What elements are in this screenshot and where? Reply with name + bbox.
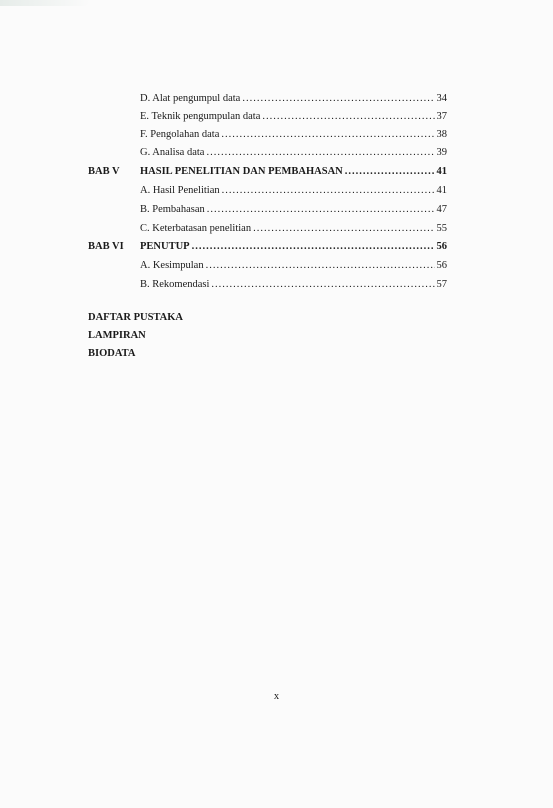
toc-chapter-penutup bbox=[140, 240, 447, 254]
toc-item-keterbatasan-penelitian bbox=[140, 222, 447, 236]
toc-leader-dots bbox=[345, 165, 435, 179]
toc-leader-dots bbox=[221, 128, 434, 142]
toc-item-kesimpulan bbox=[140, 259, 447, 273]
scan-corner-mark bbox=[0, 0, 90, 6]
chapter-number-bab-v: BAB V bbox=[88, 166, 120, 177]
toc-item-page: 34 bbox=[436, 93, 447, 104]
toc-item-label: B. Rekomendasi bbox=[140, 279, 210, 290]
toc-leader-dots bbox=[242, 92, 434, 106]
toc-item-teknik-pengumpulan-data bbox=[140, 110, 447, 124]
toc-chapter-title: PENUTUP bbox=[140, 241, 190, 252]
toc-item-page: 47 bbox=[436, 204, 447, 215]
toc-item-pembahasan bbox=[140, 203, 447, 217]
toc-leader-dots bbox=[192, 240, 435, 254]
toc-leader-dots bbox=[262, 110, 434, 124]
toc-item-page: 38 bbox=[436, 129, 447, 140]
toc-chapter-page: 56 bbox=[436, 241, 447, 252]
toc-chapter-page: 41 bbox=[436, 166, 447, 177]
toc-item-label: F. Pengolahan data bbox=[140, 129, 220, 140]
toc-item-page: 41 bbox=[436, 185, 447, 196]
toc-chapter-title: HASIL PENELITIAN DAN PEMBAHASAN bbox=[140, 166, 343, 177]
toc-biodata: BIODATA bbox=[88, 348, 136, 359]
toc-item-label: E. Teknik pengumpulan data bbox=[140, 111, 261, 122]
toc-daftar-pustaka: DAFTAR PUSTAKA bbox=[88, 312, 183, 323]
toc-item-rekomendasi bbox=[140, 278, 447, 292]
toc-item-analisa-data bbox=[140, 146, 447, 160]
page-number: x bbox=[273, 691, 280, 702]
toc-item-label: B. Pembahasan bbox=[140, 204, 205, 215]
toc-leader-dots bbox=[253, 222, 434, 236]
toc-leader-dots bbox=[207, 203, 435, 217]
toc-item-label: D. Alat pengumpul data bbox=[140, 93, 241, 104]
toc-item-page: 55 bbox=[436, 223, 447, 234]
toc-chapter-hasil-penelitian bbox=[140, 165, 447, 179]
chapter-number-bab-vi: BAB VI bbox=[88, 241, 124, 252]
toc-item-label: G. Analisa data bbox=[140, 147, 205, 158]
toc-leader-dots bbox=[206, 259, 435, 273]
toc-item-pengolahan-data bbox=[140, 128, 447, 142]
toc-item-alat-pengumpul-data bbox=[140, 92, 447, 106]
toc-item-page: 39 bbox=[436, 147, 447, 158]
toc-leader-dots bbox=[222, 184, 435, 198]
toc-item-label: C. Keterbatasan penelitian bbox=[140, 223, 252, 234]
toc-item-page: 56 bbox=[436, 260, 447, 271]
toc-lampiran: LAMPIRAN bbox=[88, 330, 146, 341]
toc-item-label: A. Kesimpulan bbox=[140, 260, 204, 271]
toc-item-page: 57 bbox=[436, 279, 447, 290]
toc-leader-dots bbox=[211, 278, 434, 292]
toc-item-label: A. Hasil Penelitian bbox=[140, 185, 220, 196]
toc-leader-dots bbox=[206, 146, 434, 160]
toc-item-hasil-penelitian bbox=[140, 184, 447, 198]
toc-item-page: 37 bbox=[436, 111, 447, 122]
